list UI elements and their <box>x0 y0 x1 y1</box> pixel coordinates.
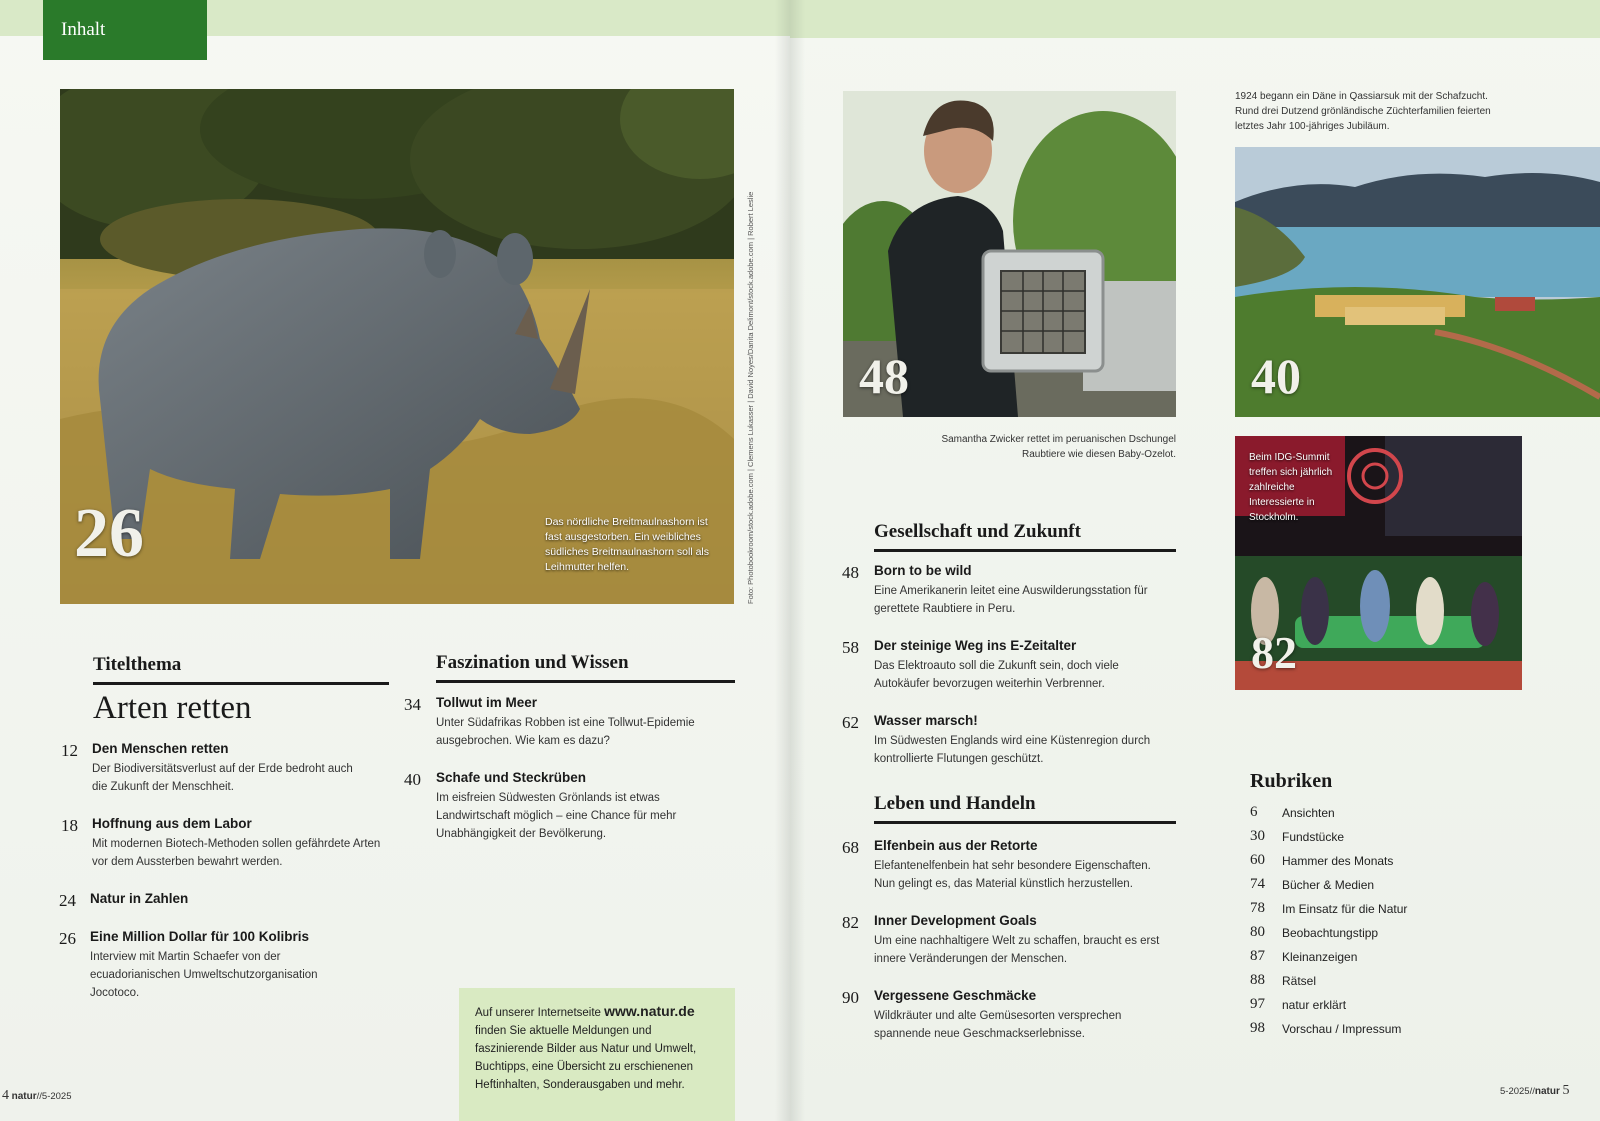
entry-page-number: 62 <box>842 713 859 732</box>
toc-entry[interactable] <box>842 913 1177 973</box>
entry-title: Born to be wild <box>874 563 972 578</box>
rubrik-label: Vorschau / Impressum <box>1282 1022 1402 1036</box>
entry-page-number: 58 <box>842 638 859 657</box>
photo-caption: Das nördliche Breitmaulnashorn ist fast ausgestorben. Ein weibliches südliches Breitmaulnashorn soll als Leihmutter helfen. <box>545 516 709 573</box>
left-folio-brand: natur <box>11 1091 37 1102</box>
photo-page-number: 40 <box>1251 348 1301 404</box>
entry-title: Vergessene Geschmäcke <box>874 988 1037 1003</box>
photo-credit: Foto: Photobookroom/stock.adobe.com | Clemens Lukasser | David Noyes/Danita Delimont/stock.adobe.com | Robert Leslie <box>746 191 755 604</box>
rubrik-page-number: 78 <box>1250 900 1265 916</box>
photo-idg-summit <box>1235 436 1522 690</box>
section-heading-titelthema: Titelthema <box>93 654 389 685</box>
entry-description: Im Südwesten Englands wird eine Küstenregion durch kontrollierte Flutungen geschützt. <box>874 735 1151 765</box>
section-heading-leben: Leben und Handeln <box>874 793 1176 824</box>
entry-description: Wildkräuter und alte Gemüsesorten versprechen spannende neue Geschmackserlebnisse. <box>874 1010 1122 1040</box>
photo-caption-ozelot: Samantha Zwicker rettet im peruanischen Dschungel Raubtiere wie diesen Baby-Ozelot. <box>941 434 1176 460</box>
rhino-photo <box>60 89 734 604</box>
entry-page-number: 48 <box>842 563 859 582</box>
section-heading-rubriken: Rubriken <box>1250 770 1333 792</box>
photo-page-number: 48 <box>859 348 909 404</box>
toc-entry[interactable] <box>842 988 1177 1048</box>
toc-entry[interactable] <box>59 929 389 999</box>
toc-entry[interactable] <box>842 563 1177 623</box>
rubrik-page-number: 97 <box>1250 996 1265 1012</box>
toc-entry[interactable] <box>842 638 1177 698</box>
entry-page-number: 18 <box>61 816 78 835</box>
toc-entry[interactable] <box>59 891 389 913</box>
section-heading-faszination: Faszination und Wissen <box>436 652 735 683</box>
entry-title: Eine Million Dollar für 100 Kolibris <box>90 929 310 944</box>
rubrik-page-number: 87 <box>1250 948 1265 964</box>
rubrik-page-number: 74 <box>1250 876 1265 892</box>
entry-title: Elfenbein aus der Retorte <box>874 838 1038 853</box>
entry-description: Mit modernen Biotech-Methoden sollen gefährdete Arten vor dem Aussterben bewahrt werden. <box>92 838 381 868</box>
entry-title: Wasser marsch! <box>874 713 978 728</box>
toc-entry[interactable] <box>842 838 1177 898</box>
right-folio-brand: natur <box>1534 1086 1560 1097</box>
entry-page-number: 90 <box>842 988 859 1007</box>
rubrik-label: Im Einsatz für die Natur <box>1282 902 1408 916</box>
entry-page-number: 68 <box>842 838 859 857</box>
entry-description: Unter Südafrikas Robben ist eine Tollwut-Epidemie ausgebrochen. Wie kam es dazu? <box>436 717 695 747</box>
entry-description: Eine Amerikanerin leitet eine Auswilderungsstation für gerettete Raubtiere in Peru. <box>874 585 1148 615</box>
toc-entry[interactable] <box>404 770 739 850</box>
entry-page-number: 34 <box>404 695 421 714</box>
toc-entry[interactable] <box>842 713 1177 773</box>
entry-description: Im eisfreien Südwesten Grönlands ist etwas Landwirtschaft möglich – eine Chance für mehr Unabhängigkeit der Bevölkerung. <box>436 792 677 840</box>
rubrik-label: Rätsel <box>1282 974 1317 988</box>
photo-caption-greenland: 1924 begann ein Däne in Qassiarsuk mit der Schafzucht. Rund drei Dutzend grönländische Züchterfamilien feierten letztes Jahr 100-jähriges Jubiläum. <box>1235 91 1491 132</box>
entry-title: Den Menschen retten <box>92 741 229 756</box>
cover-story-title: Arten retten <box>93 690 252 726</box>
rubrik-page-number: 80 <box>1250 924 1265 940</box>
photo-page-number: 26 <box>74 495 144 572</box>
entry-title: Hoffnung aus dem Labor <box>92 816 252 831</box>
entry-description: Der Biodiversitätsverlust auf der Erde bedroht auch die Zukunft der Menschheit. <box>92 763 353 793</box>
rubrik-page-number: 98 <box>1250 1020 1265 1036</box>
left-folio-issue: //5-2025 <box>36 1091 72 1102</box>
entry-description: Um eine nachhaltigere Welt zu schaffen, braucht es erst innere Veränderungen der Menschen. <box>874 935 1160 965</box>
rubrik-label: Kleinanzeigen <box>1282 950 1358 964</box>
left-folio <box>2 1088 72 1104</box>
photo-caption-idg: Beim IDG-Summit treffen sich jährlich zahlreiche Interessierte in Stockholm. <box>1249 452 1333 523</box>
rubrik-page-number: 60 <box>1250 852 1265 868</box>
top-band-right <box>790 0 1600 38</box>
entry-title: Inner Development Goals <box>874 913 1037 928</box>
rubrik-label: Fundstücke <box>1282 830 1345 844</box>
entry-page-number: 26 <box>59 929 76 948</box>
photo-greenland <box>1235 147 1600 417</box>
rubrik-label: Beobachtungstipp <box>1282 926 1379 940</box>
rubrik-label: natur erklärt <box>1282 998 1347 1012</box>
spine-shadow <box>775 0 805 1121</box>
rubrik-page-number: 6 <box>1250 804 1258 820</box>
toc-entry[interactable] <box>61 816 391 876</box>
section-tab: Inhalt <box>43 0 207 60</box>
webbox-prefix: Auf unserer Internetseite <box>475 1007 601 1019</box>
toc-entry[interactable] <box>61 741 391 801</box>
right-folio <box>1500 1083 1570 1099</box>
entry-description: Interview mit Martin Schaefer von der ecuadorianischen Umweltschutzorganisation Jocotoco. <box>90 951 318 999</box>
left-page-number: 4 <box>2 1088 9 1103</box>
section-heading-gesellschaft: Gesellschaft und Zukunft <box>874 521 1176 552</box>
entry-page-number: 82 <box>842 913 859 932</box>
entry-title: Der steinige Weg ins E-Zeitalter <box>874 638 1077 653</box>
entry-page-number: 12 <box>61 741 78 760</box>
entry-page-number: 24 <box>59 891 76 910</box>
webbox-text: finden Sie aktuelle Meldungen und faszinierende Bilder aus Natur und Umwelt, Buchtipps, eine Übersicht zu erschienenen Heftinhalten, Sonderausgaben und mehr. <box>475 1025 697 1091</box>
rubrik-label: Bücher & Medien <box>1282 878 1375 892</box>
rubrik-label: Ansichten <box>1282 806 1335 820</box>
website-link[interactable]: www.natur.de <box>604 1003 695 1019</box>
entry-page-number: 40 <box>404 770 421 789</box>
photo-page-number: 82 <box>1251 627 1297 678</box>
photo-ozelot <box>843 91 1176 417</box>
entry-title: Natur in Zahlen <box>90 891 189 906</box>
entry-title: Tollwut im Meer <box>436 695 538 710</box>
toc-entry[interactable] <box>404 695 739 755</box>
entry-description: Das Elektroauto soll die Zukunft sein, doch viele Autokäufer bevorzugen weiterhin Verbrenner. <box>874 660 1119 690</box>
entry-description: Elefantenelfenbein hat sehr besondere Eigenschaften. Nun gelingt es, das Material künstlich herzustellen. <box>874 860 1151 890</box>
rubrik-page-number: 88 <box>1250 972 1265 988</box>
website-info-box <box>459 988 735 1121</box>
right-folio-issue: 5-2025// <box>1500 1086 1535 1097</box>
rubrik-label: Hammer des Monats <box>1282 854 1394 868</box>
entry-title: Schafe und Steckrüben <box>436 770 587 785</box>
right-page-number: 5 <box>1562 1083 1570 1098</box>
rubrik-page-number: 30 <box>1250 828 1265 844</box>
